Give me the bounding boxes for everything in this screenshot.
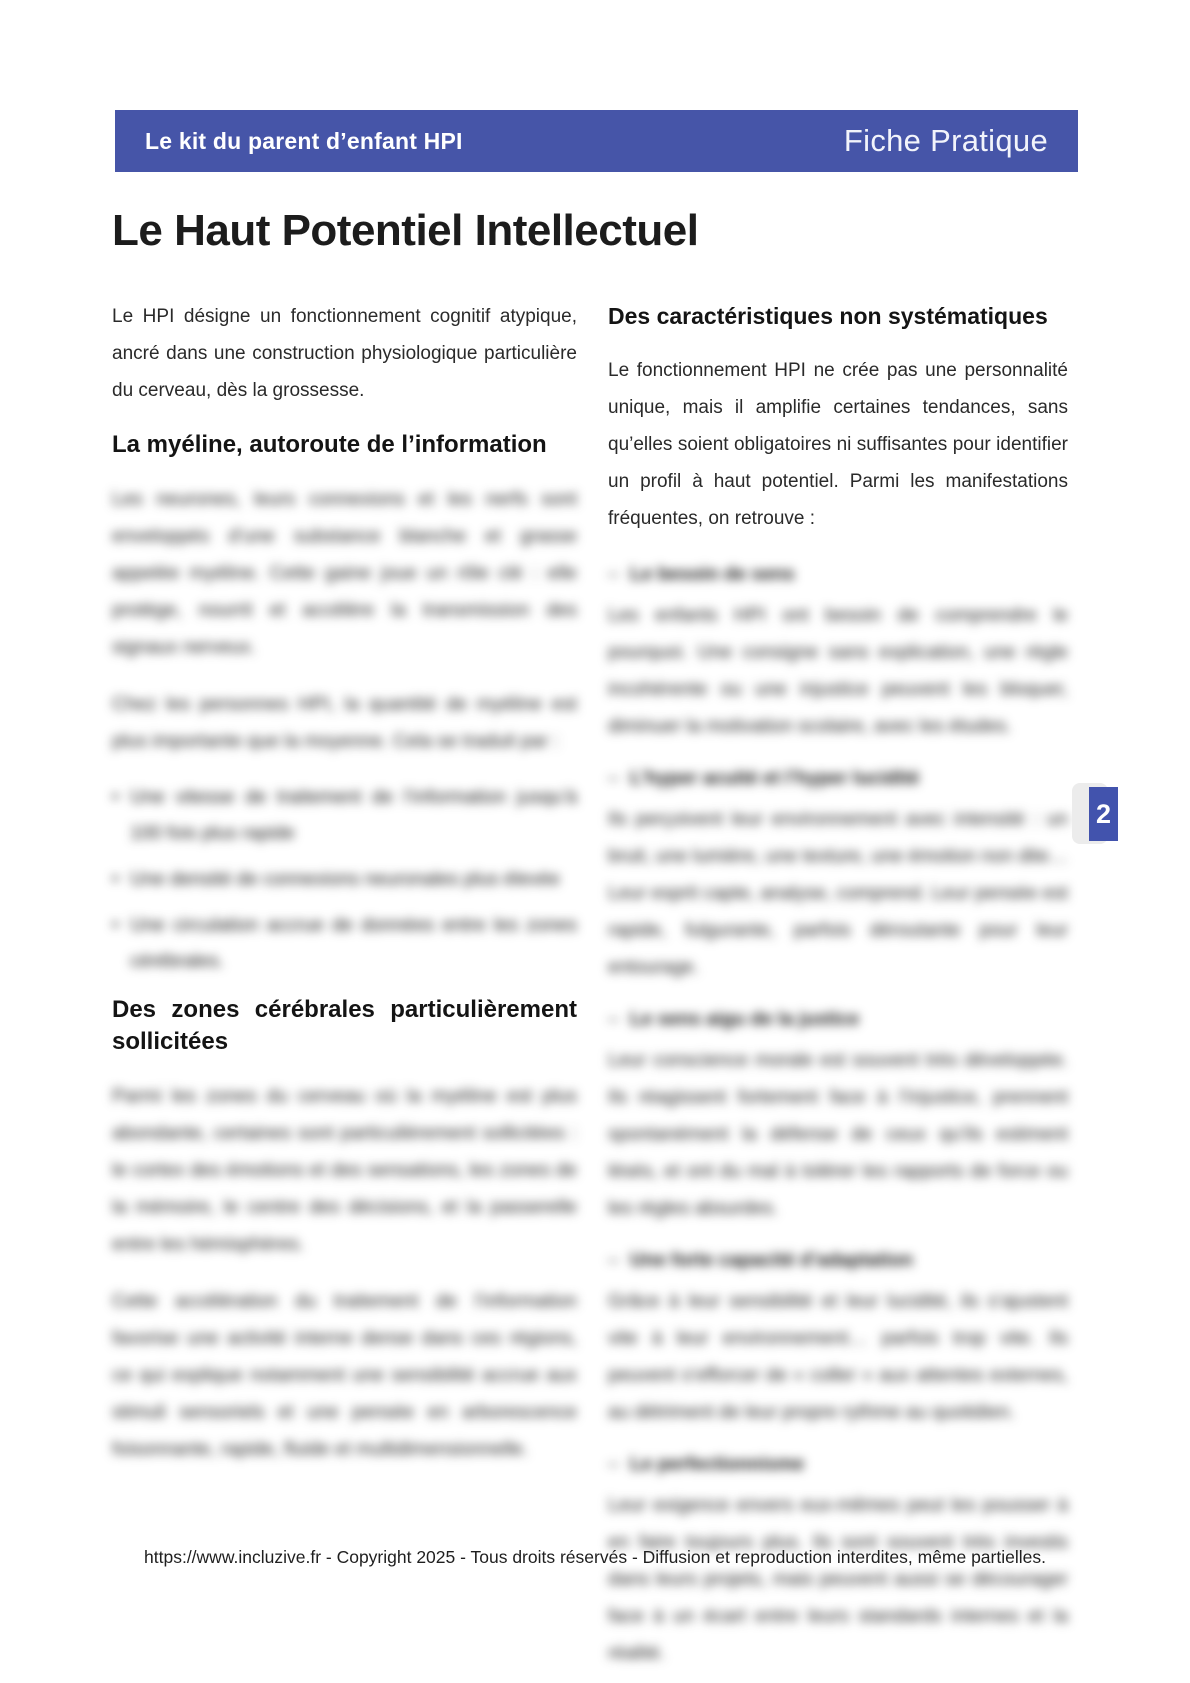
dash-icon: – [608, 1009, 619, 1030]
bullet-text: Une circulation accrue de données entre les zones cérébrales. [130, 915, 577, 972]
redacted-paragraph: Cette accélération du traitement de l’information favorise une activité interne dense dans ces régions, ce qui explique notamment une sensibilité accrue aux stimuli sensoriels et une pensée en arborescence foisonnante, rapide, fluide et multidimensionnelle. [112, 1291, 577, 1460]
dash-icon: – [608, 1250, 619, 1271]
section-title-text: L’hyper acuité et l’hyper lucidité [630, 768, 920, 789]
dash-icon: – [608, 768, 619, 789]
redacted-bullet-list [112, 780, 577, 980]
kit-title-label: Le kit du parent d’enfant HPI [145, 127, 463, 154]
redacted-paragraph: Grâce à leur sensibilité et leur lucidité, ils s’ajustent vite à leur environnement… parfois trop vite. Ils peuvent s’efforcer de « coller » aux attentes externes, au détriment de leur propre rythme au quotidien. [608, 1291, 1068, 1423]
bullet-text: Une vitesse de traitement de l’information jusqu’à 100 fois plus rapide [130, 787, 577, 844]
footer-copyright: https://www.incluzive.fr - Copyright 2025 - Tous droits réservés - Diffusion et reproduction interdites, même partielles. [144, 1547, 1046, 1567]
bullet-icon: • [112, 787, 119, 808]
redacted-section [608, 1243, 1068, 1431]
redacted-section [608, 557, 1068, 745]
dash-icon: – [608, 564, 619, 585]
bullet-item [112, 780, 577, 852]
redacted-section-title [608, 761, 1068, 797]
dash-icon: – [608, 1454, 619, 1475]
section-heading-myeline: La myéline, autoroute de l’information [112, 431, 547, 458]
page-number-badge: 2 [1089, 787, 1118, 841]
redacted-section-title [608, 1243, 1068, 1279]
redacted-section-title [608, 557, 1068, 593]
header-bar [115, 110, 1078, 172]
left-column [112, 298, 577, 1683]
characteristics-intro-paragraph: Le fonctionnement HPI ne crée pas une personnalité unique, mais il amplifie certaines tendances, sans qu’elles soient obligatoires ni suffisantes pour identifier un profil à haut potentiel. Parmi les manifestations fréquentes, on retrouve : [608, 360, 1068, 529]
bullet-icon: • [112, 915, 119, 936]
redacted-section-title [608, 1447, 1068, 1483]
redacted-paragraph: Leur exigence envers eux-mêmes peut les pousser à en faire toujours plus. Ils sont souvent très investis dans leurs projets, mais peuvent aussi se décourager face à un écart entre leurs standards internes et la réalité. [608, 1495, 1068, 1664]
redacted-paragraph: Leur conscience morale est souvent très développée. Ils réagissent fortement face à l’injustice, prennent spontanément la défense de ceux qu’ils estiment lésés, et ont du mal à tolérer les rapports de force ou les règles absurdes. [608, 1050, 1068, 1219]
redacted-section [608, 761, 1068, 986]
bullet-item [112, 908, 577, 980]
section-title-text: Une forte capacité d’adaptation [630, 1250, 913, 1271]
redacted-paragraph: Les enfants HPI ont besoin de comprendre le pourquoi. Une consigne sans explication, une règle incohérente ou une injustice peuvent les bloquer, diminuer la motivation scolaire, avec les études. [608, 605, 1068, 737]
bullet-icon: • [112, 869, 119, 890]
page-title: Le Haut Potentiel Intellectuel [112, 206, 699, 255]
right-column [608, 298, 1068, 1683]
two-column-layout [112, 298, 1068, 1683]
section-title-text: Le besoin de sens [630, 564, 795, 585]
redacted-section [608, 1002, 1068, 1227]
redacted-paragraph: Parmi les zones du cerveau où la myéline est plus abondante, certaines sont particulièrement sollicitées : le cortex des émotions et des sensations, les zones de la mémoire, le centre des décisions, et la passerelle entre les hémisphères. [112, 1086, 577, 1255]
section-title-text: Le perfectionnisme [630, 1454, 805, 1475]
bullet-item [112, 862, 577, 898]
bullet-text: Une densité de connexions neuronales plus élevée [130, 869, 560, 890]
redacted-paragraph: Ils perçoivent leur environnement avec intensité : un bruit, une lumière, une texture, une émotion non dite… Leur esprit capte, analyse, comprend. Leur pensée est rapide, fulgurante, parfois déroutante pour leur entourage. [608, 809, 1068, 978]
redacted-section-title [608, 1002, 1068, 1038]
section-heading-zones-cerebrales: Des zones cérébrales particulièrement sollicitées [112, 996, 577, 1055]
section-heading-caracteristiques: Des caractéristiques non systématiques [608, 303, 1048, 329]
fiche-pratique-label: Fiche Pratique [843, 123, 1048, 158]
section-title-text: Le sens aigu de la justice [630, 1009, 860, 1030]
intro-paragraph: Le HPI désigne un fonctionnement cognitif atypique, ancré dans une construction physiologique particulière du cerveau, dès la grossesse. [112, 306, 577, 401]
redacted-paragraph: Chez les personnes HPI, la quantité de myéline est plus importante que la moyenne. Cela se traduit par : [112, 694, 577, 752]
redacted-paragraph: Les neurones, leurs connexions et les nerfs sont enveloppés d’une substance blanche et grasse appelée myéline. Cette gaine joue un rôle clé : elle protège, nourrit et accélère la transmission des signaux nerveux. [112, 489, 577, 658]
